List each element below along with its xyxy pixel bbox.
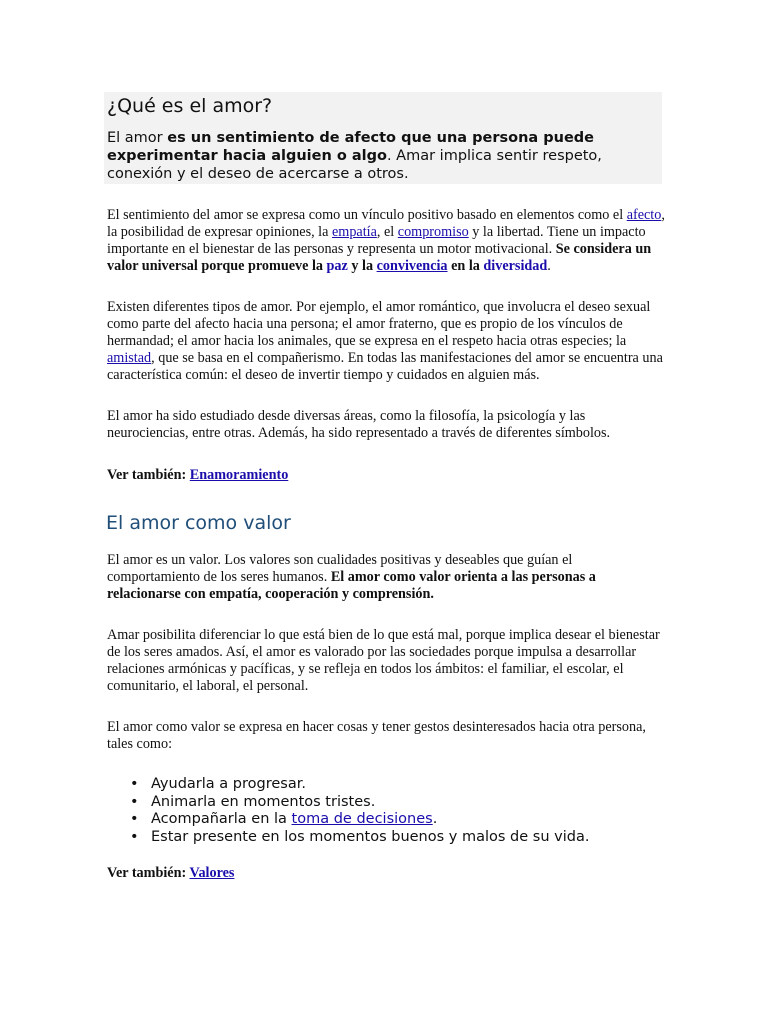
- see-also-valores: [107, 865, 667, 882]
- list-item: [107, 829, 647, 847]
- link-paz[interactable]: paz: [326, 258, 348, 274]
- bullet-icon: •: [130, 776, 139, 792]
- see-also-label: Ver también:: [107, 467, 190, 483]
- text-span: , el: [376, 224, 398, 240]
- bold-span: Se considera un valor universal porque promueve la: [107, 241, 652, 274]
- link-convivencia[interactable]: convivencia: [376, 258, 448, 274]
- intro-definition: [107, 129, 627, 183]
- list-item: [107, 811, 647, 829]
- link-amistad[interactable]: amistad: [107, 350, 152, 366]
- bold-span: y la: [347, 258, 377, 274]
- intro-box: [104, 92, 662, 184]
- text-span: El sentimiento del amor se expresa como un vínculo positivo basado en elementos como el: [107, 207, 627, 223]
- bold-span: El amor como valor orienta a las personas a relacionarse con empatía, cooperación y comprensión.: [107, 569, 596, 602]
- link-valores[interactable]: Valores: [189, 865, 235, 881]
- text-span: Existen diferentes tipos de amor. Por ejemplo, el amor romántico, que involucra el deseo sexual como parte del afecto hacia una persona; el amor fraterno, que es propio de los vínculos de hermandad; el amor hacia los animales, que se expresa en el respeto hacia otras especies; la: [107, 299, 651, 349]
- intro-lead-plain: El amor: [107, 130, 168, 146]
- text-span: , la posibilidad de expresar opiniones, la: [107, 207, 665, 240]
- list-item-text: Animarla en momentos tristes.: [151, 793, 376, 810]
- bold-span: en la: [447, 258, 484, 274]
- link-empatia[interactable]: empatía: [331, 224, 377, 240]
- list-item-text: .: [432, 811, 438, 828]
- link-diversidad[interactable]: diversidad: [483, 258, 548, 274]
- paragraph-amor-es-valor: [107, 552, 667, 603]
- intro-lead-bold: es un sentimiento de afecto que una persona puede experimentar hacia alguien o algo: [107, 130, 594, 164]
- link-afecto[interactable]: afecto: [626, 207, 662, 223]
- text-span: El amor es un valor. Los valores son cualidades positivas y deseables que guían el comportamiento de los seres humanos.: [107, 552, 573, 585]
- see-also-label: Ver también:: [107, 865, 190, 881]
- bullet-icon: •: [130, 811, 139, 828]
- list-item: [107, 794, 647, 812]
- link-compromiso[interactable]: compromiso: [397, 224, 469, 240]
- bullet-icon: •: [130, 793, 139, 810]
- see-also-enamoramiento: [107, 467, 667, 484]
- list-item-text: Acompañarla en la: [151, 811, 292, 828]
- page-title: ¿Qué es el amor?: [107, 95, 273, 117]
- bullet-icon: •: [130, 829, 139, 846]
- link-enamoramiento[interactable]: Enamoramiento: [189, 467, 289, 483]
- paragraph-estudiado: El amor ha sido estudiado desde diversas áreas, como la filosofía, la psicología y las neurociencias, entre otras. Además, ha sido representado a través de diferentes símbolos.: [107, 408, 611, 441]
- paragraph-sentimiento: [107, 207, 667, 275]
- paragraph-gestos: El amor como valor se expresa en hacer cosas y tener gestos desinteresados hacia otra persona, tales como:: [107, 719, 646, 752]
- intro-lead-rest: . Amar implica sentir respeto, conexión y el deseo de acercarse a otros.: [107, 148, 602, 182]
- list-item: [107, 776, 647, 794]
- list-item-text: Ayudarla a progresar.: [151, 776, 306, 792]
- paragraph-tipos-de-amor: [107, 299, 667, 384]
- paragraph-amar-posibilita: Amar posibilita diferenciar lo que está bien de lo que está mal, porque implica desear el bienestar de los seres amados. Así, el amor es valorado por las sociedades porque impulsa a desarrollar relaciones armónicas y pacíficas, y se refleja en todos los ámbitos: el familiar, el escolar, el comunitario, el laboral, el personal.: [107, 627, 660, 694]
- section-title: El amor como valor: [106, 512, 291, 534]
- link-toma-de-decisiones[interactable]: toma de decisiones: [291, 811, 433, 828]
- text-span: .: [547, 258, 551, 274]
- gestures-list: [107, 776, 647, 847]
- text-span: , que se basa en el compañerismo. En todas las manifestaciones del amor se encuentra una característica común: el deseo de invertir tiempo y cuidados en alguien más.: [107, 350, 663, 383]
- text-span: y la libertad. Tiene un impacto importante en el bienestar de las personas y representa un motor motivacional.: [107, 224, 646, 257]
- list-item-text: Estar presente en los momentos buenos y malos de su vida.: [151, 829, 590, 846]
